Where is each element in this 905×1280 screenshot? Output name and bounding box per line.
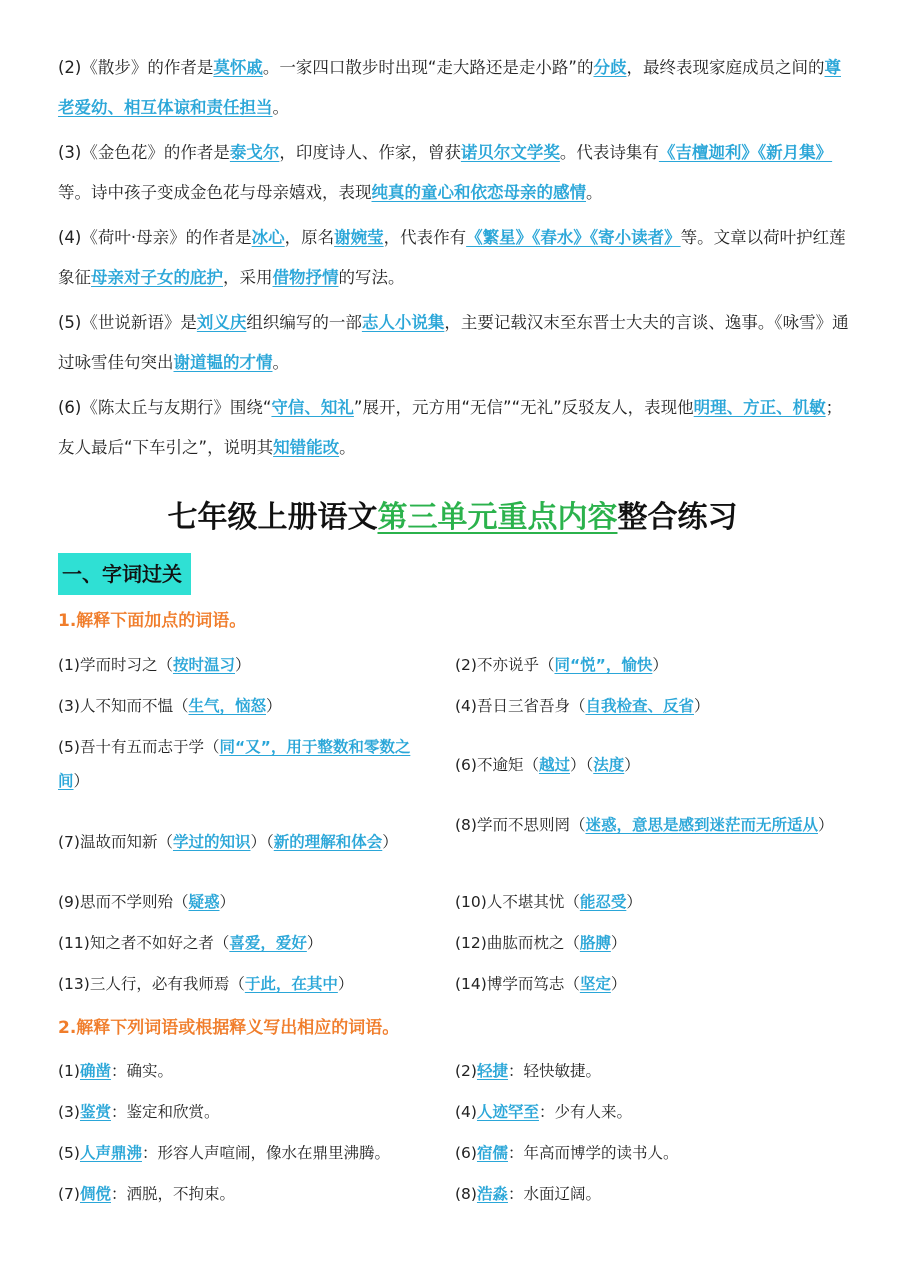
question-text: ）: [652, 656, 668, 674]
question-text: ）: [306, 934, 323, 952]
question-text: ：年高而博学的读书人。: [507, 1144, 679, 1162]
question-text: (3): [58, 1103, 80, 1121]
answer-text: 人迹罕至: [476, 1103, 539, 1121]
q1-item-3: [58, 689, 438, 723]
question-text: 。: [272, 353, 289, 372]
question-text: ，印度诗人、作家，曾获: [279, 143, 461, 162]
q2-item-4: [455, 1095, 845, 1129]
question-text: (4)《荷叶·母亲》的作者是: [58, 228, 252, 247]
answer-text: 借物抒情: [272, 268, 339, 287]
answer-text: 浩淼: [476, 1185, 508, 1203]
q2-item-3: [58, 1095, 438, 1129]
answer-text: 明理、方正、机敏: [693, 398, 826, 417]
q2-item-1: [58, 1054, 438, 1088]
answer-text: 同“又”，用于整数和零数之间: [58, 738, 411, 790]
question-text: ：鉴定和欣赏。: [110, 1103, 220, 1121]
section-heading-vocabulary: 一、字词过关: [58, 553, 191, 595]
answer-text: 莫怀戚: [213, 58, 263, 77]
q1-item-4: [455, 689, 845, 723]
question-text: (2): [455, 1062, 477, 1080]
question-text: ）: [610, 934, 627, 952]
question-text: ）（: [569, 756, 594, 774]
question-text: ）: [624, 756, 640, 774]
intro-item-4: [58, 218, 850, 298]
title-highlight: 第三单元重点内容: [377, 500, 618, 535]
answer-text: 新的理解和体会: [273, 833, 383, 851]
q2-item-2: [455, 1054, 845, 1088]
answer-text: 泰戈尔: [229, 143, 280, 162]
question-text: (11)知之者不如好之者（: [58, 934, 230, 952]
q2-item-7: [58, 1177, 438, 1211]
question-text: (6)《陈太丘与友期行》围绕“: [58, 398, 272, 417]
q1-item-1: [58, 648, 438, 682]
q1-item-6: [455, 748, 845, 782]
answer-text: 冰心: [251, 228, 285, 247]
question-text: 。: [272, 98, 289, 117]
question-text: (5): [58, 1144, 80, 1162]
answer-text: 生气，恼怒: [188, 697, 266, 715]
answer-text: 喜爱，爱好: [229, 934, 307, 952]
q1-item-5: [58, 730, 438, 798]
answer-text: 能忍受: [579, 893, 627, 911]
question-text: (8)学而不思则罔（: [455, 816, 586, 834]
question-1-heading: 1.解释下面加点的词语。: [58, 611, 247, 631]
answer-text: 鉴赏: [79, 1103, 111, 1121]
question-text: ）: [265, 697, 282, 715]
answer-text: 分歧: [593, 58, 627, 77]
q1-item-10: [455, 885, 845, 919]
question-text: (9)思而不学则殆（: [58, 893, 189, 911]
question-text: (6): [455, 1144, 477, 1162]
q1-item-9: [58, 885, 438, 919]
answer-text: 坚定: [579, 975, 611, 993]
q1-item-7: [58, 825, 438, 859]
question-text: (12)曲肱而枕之（: [455, 934, 580, 952]
question-text: 。一家四口散步时出现“走大路还是走小路”的: [262, 58, 594, 77]
question-text: 等。诗中孩子变成金色花与母亲嬉戏，表现: [58, 183, 372, 202]
q2-item-8: [455, 1177, 845, 1211]
intro-item-3: [58, 133, 850, 213]
answer-text: 越过: [538, 756, 570, 774]
q2-item-5: [58, 1136, 438, 1170]
answer-text: 轻捷: [476, 1062, 508, 1080]
question-text: (3)人不知而不愠（: [58, 697, 189, 715]
question-text: (8): [455, 1185, 477, 1203]
answer-text: 疑惑: [188, 893, 220, 911]
q1-item-2: [455, 648, 845, 682]
question-text: ：确实。: [110, 1062, 173, 1080]
question-text: 等。文章以荷叶护红莲象征: [58, 228, 846, 287]
question-text: ，主要记载汉末至东晋士大夫的言谈、逸事。《咏雪》通过咏雪佳句突出: [58, 313, 849, 372]
question-text: ，代表作有: [383, 228, 467, 247]
answer-text: 确凿: [79, 1062, 111, 1080]
answer-text: 母亲对子女的庇护: [91, 268, 223, 287]
answer-text: 诺贝尔文学奖: [460, 143, 560, 162]
question-text: (1): [58, 1062, 80, 1080]
question-text: ）（: [250, 833, 274, 851]
question-text: ）: [817, 816, 834, 834]
q1-item-12: [455, 926, 845, 960]
question-text: 。代表诗集有: [559, 143, 659, 162]
answer-text: 胳膊: [579, 934, 611, 952]
intro-item-5: [58, 303, 850, 383]
question-text: (4)吾日三省吾身（: [455, 697, 586, 715]
page-title: [0, 496, 905, 540]
title-suffix: 整合练习: [617, 500, 738, 535]
answer-text: 知错能改: [273, 438, 340, 457]
answer-text: 法度: [593, 756, 625, 774]
question-text: 。: [339, 438, 356, 457]
answer-text: 倜傥: [79, 1185, 111, 1203]
question-text: ）: [626, 893, 642, 911]
question-text: ，最终表现家庭成员之间的: [626, 58, 825, 77]
question-text: (10)人不堪其忧（: [455, 893, 580, 911]
answer-text: 志人小说集: [361, 313, 445, 332]
question-text: ）: [234, 656, 251, 674]
answer-text: 人声鼎沸: [79, 1144, 142, 1162]
question-text: ）: [610, 975, 627, 993]
question-text: ）: [693, 697, 710, 715]
q1-item-11: [58, 926, 438, 960]
answer-text: 学过的知识: [172, 833, 251, 851]
q2-item-6: [455, 1136, 845, 1170]
question-text: ：形容人声喧闹，像水在鼎里沸腾。: [141, 1144, 390, 1162]
intro-item-2: [58, 48, 850, 128]
answer-text: 迷惑，意思是感到迷茫而无所适从: [585, 816, 818, 834]
question-text: (6)不逾矩（: [455, 756, 539, 774]
question-text: 的写法。: [338, 268, 405, 287]
answer-text: 自我检查、反省: [585, 697, 694, 715]
question-text: ，原名: [284, 228, 335, 247]
question-text: (1)学而时习之（: [58, 656, 173, 674]
question-text: ：洒脱，不拘束。: [110, 1185, 235, 1203]
question-text: (14)博学而笃志（: [455, 975, 580, 993]
question-text: ”展开，元方用“无信”“无礼”反驳友人，表现他: [353, 398, 694, 417]
answer-text: 于此，在其中: [244, 975, 338, 993]
q1-item-14: [455, 967, 845, 1001]
question-text: ）: [219, 893, 235, 911]
question-text: (2)不亦说乎（: [455, 656, 555, 674]
question-text: ，采用: [223, 268, 273, 287]
answer-text: 尊老爱幼、相互体谅和责任担当: [58, 58, 841, 117]
question-text: (2)《散步》的作者是: [58, 58, 214, 77]
question-2-heading: 2.解释下列词语或根据释义写出相应的词语。: [58, 1018, 400, 1038]
question-text: (7)温故而知新（: [58, 833, 173, 851]
answer-text: 《吉檀迦利》《新月集》: [658, 143, 833, 162]
question-text: ：水面辽阔。: [507, 1185, 601, 1203]
answer-text: 谢道韫的才情: [173, 353, 273, 372]
answer-text: 宿儒: [476, 1144, 508, 1162]
question-text: (5)《世说新语》是: [58, 313, 197, 332]
answer-text: 《繁星》《春水》《寄小读者》: [466, 228, 681, 247]
intro-item-6: [58, 388, 850, 468]
question-text: (3)《金色花》的作者是: [58, 143, 230, 162]
q1-item-8: [455, 808, 845, 842]
question-text: (4): [455, 1103, 477, 1121]
answer-text: 刘义庆: [196, 313, 247, 332]
question-text: ；友人最后“下车引之”，说明其: [58, 398, 843, 457]
question-text: (13)三人行，必有我师焉（: [58, 975, 245, 993]
answer-text: 谢婉莹: [334, 228, 384, 247]
question-text: (7): [58, 1185, 80, 1203]
answer-text: 纯真的童心和依恋母亲的感情: [371, 183, 586, 202]
title-prefix: 七年级上册语文: [167, 500, 378, 535]
question-text: (5)吾十有五而志于学（: [58, 738, 220, 756]
question-text: 。: [586, 183, 603, 202]
question-text: ：少有人来。: [538, 1103, 632, 1121]
answer-text: 同“悦”，愉快: [554, 656, 653, 674]
answer-text: 守信、知礼: [271, 398, 354, 417]
question-text: ）: [73, 772, 90, 790]
answer-text: 按时温习: [172, 656, 235, 674]
question-text: ）: [337, 975, 354, 993]
question-text: ）: [382, 833, 398, 851]
q1-item-13: [58, 967, 438, 1001]
question-text: 组织编写的一部: [246, 313, 362, 332]
question-text: ：轻快敏捷。: [507, 1062, 601, 1080]
